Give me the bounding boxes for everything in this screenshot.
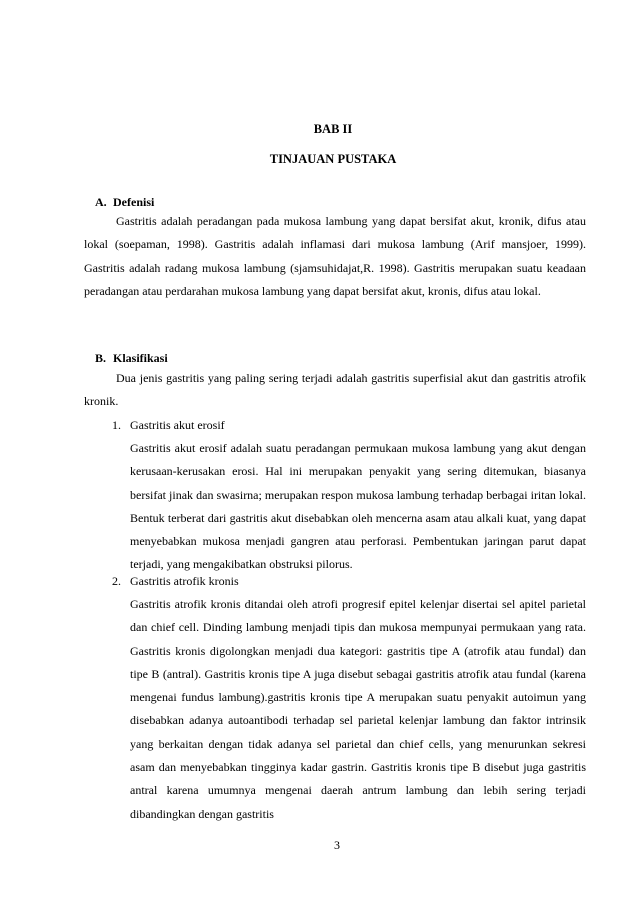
- item-2-number: 2.: [112, 574, 121, 588]
- item-2-text: Gastritis atrofik kronis ditandai oleh atrofi progresif epitel kelenjar disertai sel apitel parietal dan chief cell. Dinding lambung menjadi tipis dan mukosa mempunyai permukaan yang rata. Gastritis kronis digolongkan menjadi dua kategori: gastritis tipe A (atrofik atau fundal) dan tipe B (antral). Gastritis kronis tipe A juga disebut sebagai gastritis atrofik atau fundal (karena mengenai fundus lambung).gastritis kronis tipe A merupakan suatu penyakit autoimun yang disebabkan adanya autoantibodi terhadap sel parietal kelenjar lambung dan faktor intrinsik yang berkaitan dengan tidak adanya sel parietal dan chief cells, yang menurunkan sekresi asam dan menyebabkan tingginya kadar gastrin. Gastritis kronis tipe B disebut juga gastritis antral karena umumnya mengenai daerah antrum lambung dan lebih sering terjadi dibandingkan dengan gastritis: [130, 597, 586, 821]
- item-1-number: 1.: [112, 418, 121, 432]
- section-a-body: [84, 210, 586, 303]
- section-b-body: [84, 367, 586, 414]
- page-number: 3: [334, 838, 340, 852]
- section-b-paragraph: Dua jenis gastritis yang paling sering terjadi adalah gastritis superfisial akut dan gastritis atrofik kronik.: [84, 371, 586, 409]
- item-1-heading: [112, 414, 225, 437]
- section-a-title: Defenisi: [113, 195, 155, 209]
- section-b-title: Klasifikasi: [113, 351, 168, 365]
- section-b-heading: [95, 350, 168, 366]
- item-2-heading: [112, 570, 239, 593]
- chapter-label: BAB II: [313, 122, 353, 136]
- section-a-heading: [95, 194, 154, 210]
- item-2-body: [130, 593, 586, 826]
- section-a-letter: A.: [95, 195, 107, 209]
- item-1-title: Gastritis akut erosif: [130, 418, 225, 432]
- section-b-letter: B.: [95, 351, 107, 365]
- item-1-body: [130, 437, 586, 577]
- chapter-title: TINJAUAN PUSTAKA: [269, 152, 397, 166]
- section-a-paragraph: Gastritis adalah peradangan pada mukosa lambung yang dapat bersifat akut, kronik, difus atau lokal (soepaman, 1998). Gastritis adalah inflamasi dari mukosa lambung (Arif mansjoer, 1999). Gastritis adalah radang mukosa lambung (sjamsuhidajat,R. 1998). Gastritis merupakan suatu keadaan peradangan atau perdarahan mukosa lambung yang dapat bersifat akut, kronis, difus atau lokal.: [84, 214, 586, 298]
- item-2-title: Gastritis atrofik kronis: [130, 574, 239, 588]
- item-1-text: Gastritis akut erosif adalah suatu peradangan permukaan mukosa lambung yang akut dengan kerusaan-kerusakan erosi. Hal ini merupakan penyakit yang sering ditemukan, biasanya bersifat jinak dan swasirna; merupakan respon mukosa lambung terhadap berbagai iritan lokal. Bentuk terberat dari gastritis akut disebabkan oleh mencerna asam atau alkali kuat, yang dapat menyebabkan mukosa menjadi gangren atau perforasi. Pembentukan jaringan parut dapat terjadi, yang mengakibatkan obstruksi pilorus.: [130, 441, 586, 572]
